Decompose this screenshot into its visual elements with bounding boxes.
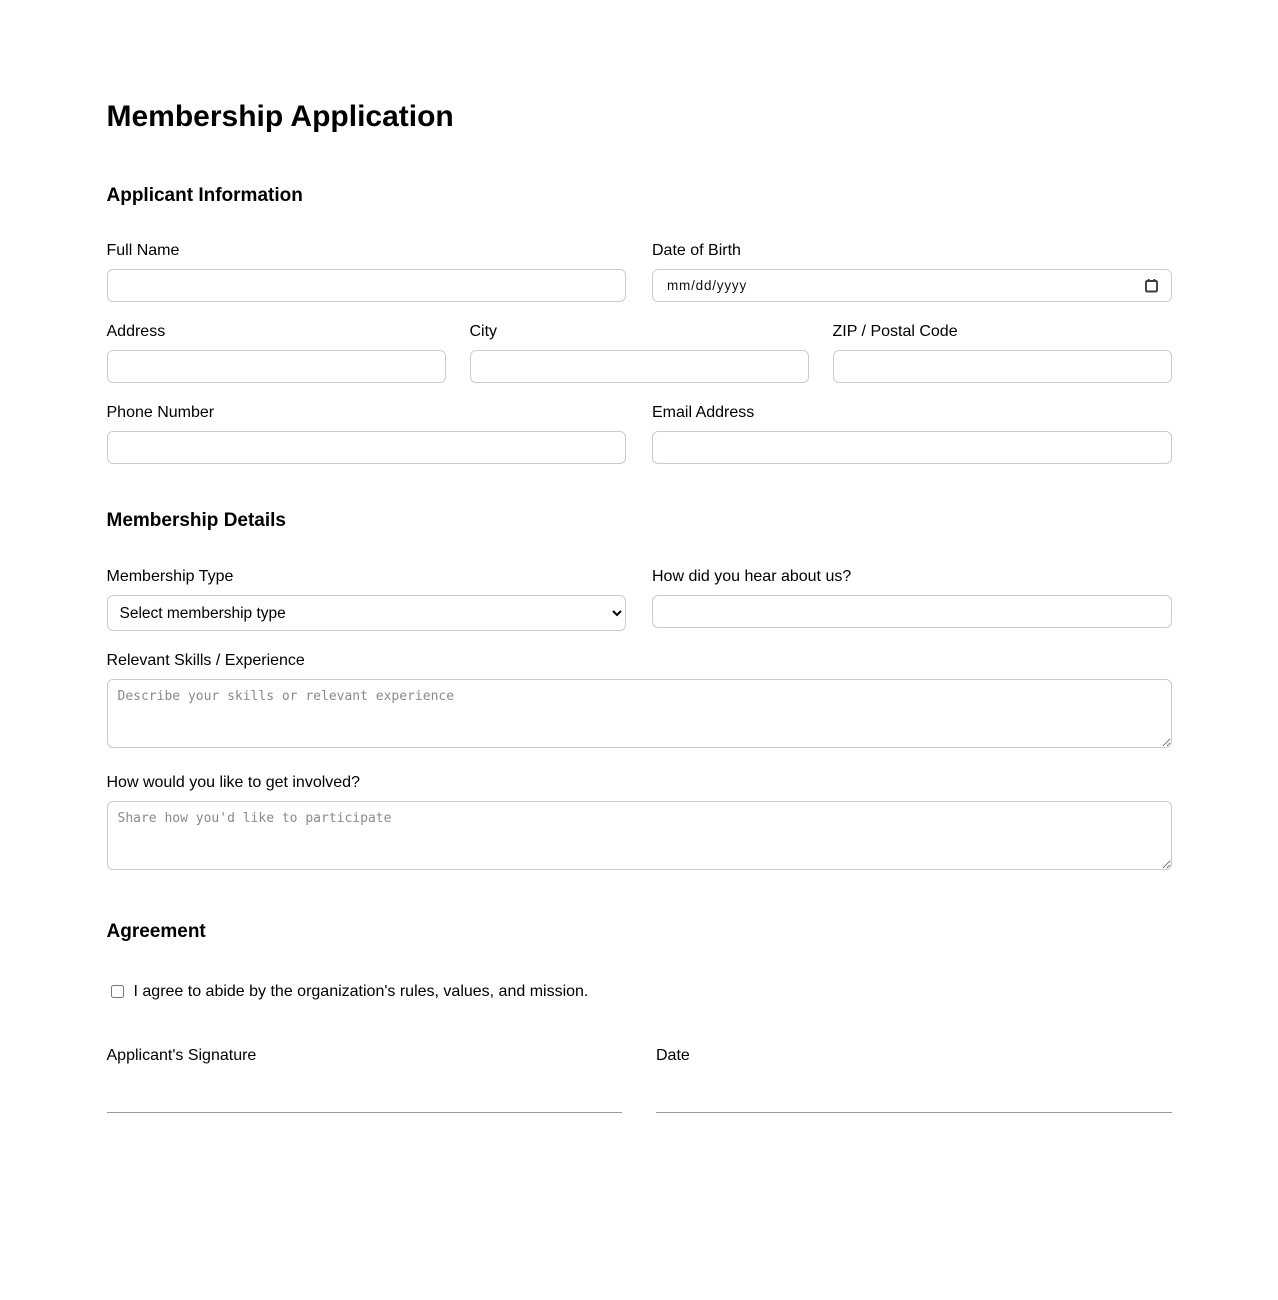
row-name-dob bbox=[107, 241, 1172, 302]
field-date-of-birth bbox=[652, 241, 1172, 302]
signature-label: Applicant's Signature bbox=[106, 1046, 257, 1064]
signature-date-line[interactable] bbox=[656, 1112, 1172, 1113]
membership-type-label: Membership Type bbox=[106, 568, 234, 586]
address-input[interactable] bbox=[107, 350, 446, 383]
section-agreement bbox=[107, 921, 1172, 1113]
agreement-checkbox-label: I agree to abide by the organization's rules, values, and mission. bbox=[133, 982, 589, 1000]
membership-type-select[interactable] bbox=[107, 595, 627, 631]
page-title: Membership Application bbox=[106, 100, 454, 133]
hear-about-us-label: How did you hear about us? bbox=[652, 568, 852, 586]
membership-application-form bbox=[107, 0, 1172, 1233]
date-of-birth-input[interactable] bbox=[652, 269, 1172, 302]
phone-label: Phone Number bbox=[106, 404, 215, 422]
city-label: City bbox=[469, 323, 498, 341]
address-label: Address bbox=[106, 323, 166, 341]
field-full-name bbox=[107, 241, 627, 302]
city-input[interactable] bbox=[470, 350, 809, 383]
phone-input[interactable] bbox=[107, 431, 627, 464]
membership-details-heading: Membership Details bbox=[106, 510, 286, 532]
email-input[interactable] bbox=[652, 431, 1172, 464]
get-involved-label: How would you like to get involved? bbox=[106, 774, 360, 792]
full-name-input[interactable] bbox=[107, 269, 627, 302]
agreement-heading: Agreement bbox=[106, 921, 206, 943]
field-zip bbox=[833, 322, 1172, 383]
field-phone bbox=[107, 403, 627, 464]
date-format-placeholder: mm/dd/yyyy bbox=[667, 278, 748, 294]
section-membership-details bbox=[107, 510, 1172, 875]
date-of-birth-label: Date of Birth bbox=[652, 242, 741, 260]
get-involved-textarea[interactable] bbox=[107, 801, 1172, 870]
skills-textarea[interactable] bbox=[107, 679, 1172, 748]
field-membership-type bbox=[107, 567, 627, 631]
field-signature-date bbox=[656, 1046, 1172, 1113]
signature-date-label: Date bbox=[656, 1046, 690, 1064]
skills-label: Relevant Skills / Experience bbox=[106, 652, 305, 670]
zip-input[interactable] bbox=[833, 350, 1172, 383]
signature-date-row bbox=[107, 1046, 1172, 1113]
calendar-icon[interactable] bbox=[1144, 278, 1159, 293]
section-applicant-information bbox=[107, 185, 1172, 465]
field-hear-about-us bbox=[652, 567, 1172, 631]
field-address bbox=[107, 322, 446, 383]
row-address-city-zip bbox=[107, 322, 1172, 383]
zip-label: ZIP / Postal Code bbox=[832, 323, 958, 341]
field-skills bbox=[107, 651, 1172, 753]
field-get-involved bbox=[107, 773, 1172, 875]
agreement-checkbox-row[interactable] bbox=[107, 982, 1172, 1001]
full-name-label: Full Name bbox=[106, 242, 180, 260]
applicant-information-heading: Applicant Information bbox=[106, 184, 303, 206]
field-email bbox=[652, 403, 1172, 464]
signature-line[interactable] bbox=[107, 1112, 623, 1113]
field-signature bbox=[107, 1046, 623, 1113]
hear-about-us-input[interactable] bbox=[652, 595, 1172, 628]
field-city bbox=[470, 322, 809, 383]
row-phone-email bbox=[107, 403, 1172, 464]
row-type-hear bbox=[107, 567, 1172, 631]
email-label: Email Address bbox=[652, 404, 755, 422]
agreement-checkbox[interactable] bbox=[111, 985, 124, 998]
